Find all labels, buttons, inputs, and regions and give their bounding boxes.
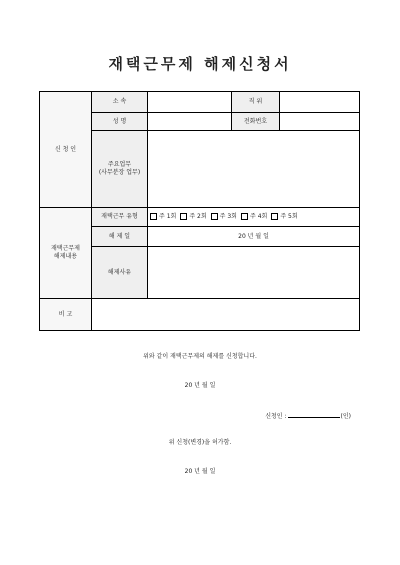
application-date: 20 년 월 일: [184, 382, 216, 389]
cancel-date-field[interactable]: 20 년 월 일: [148, 227, 360, 247]
checkbox-icon[interactable]: [180, 213, 187, 220]
option-label: 주 1회: [159, 213, 177, 221]
remarks-field[interactable]: [92, 299, 360, 331]
checkbox-icon[interactable]: [271, 213, 278, 220]
cancel-section-label: [40, 208, 92, 299]
option-week-5[interactable]: [271, 213, 297, 221]
name-field[interactable]: [148, 113, 232, 131]
dept-label: 소 속: [92, 92, 148, 113]
checkbox-icon[interactable]: [241, 213, 248, 220]
option-week-4[interactable]: [241, 213, 267, 221]
name-label: 성 명: [92, 113, 148, 131]
applicant-signature: [265, 411, 351, 420]
application-form-table: [39, 91, 360, 331]
cancel-date-label: 해 제 일: [92, 227, 148, 247]
work-type-label: 재택근무 유형: [92, 208, 148, 227]
applicant-signature-prefix: 신청인 :: [265, 413, 287, 420]
cancel-reason-field[interactable]: [148, 247, 360, 299]
option-label: 주 4회: [249, 213, 268, 221]
form-title: 재택근무제 해제신청서: [108, 55, 292, 73]
statement-text: 위와 같이 재택근무제의 해제를 신청합니다.: [143, 353, 257, 360]
signature-blank[interactable]: [288, 417, 340, 418]
work-type-options: [148, 208, 360, 227]
checkbox-icon[interactable]: [150, 213, 157, 220]
cancel-reason-label: 해제사유: [92, 247, 148, 299]
option-label: 주 2회: [189, 213, 207, 221]
approval-text: 위 신청(변경)을 허가함.: [168, 439, 232, 446]
option-label: 주 3회: [219, 213, 237, 221]
dept-field[interactable]: [148, 92, 232, 113]
applicant-section-label: 신 청 인: [40, 92, 92, 208]
phone-field[interactable]: [280, 113, 360, 131]
option-label: 주 5회: [280, 213, 298, 221]
main-duty-label-line2: (사무분장 업무): [98, 169, 141, 176]
main-duty-label: [92, 131, 148, 208]
approval-date: 20 년 월 일: [184, 468, 216, 475]
option-week-3[interactable]: [211, 213, 237, 221]
cancel-section-label-line2: 해제내용: [53, 253, 78, 260]
checkbox-icon[interactable]: [211, 213, 218, 220]
remarks-label: 비 고: [40, 299, 92, 331]
position-field[interactable]: [280, 92, 360, 113]
cancel-section-label-line1: 재택근무제: [51, 245, 80, 253]
option-week-1[interactable]: [150, 213, 176, 221]
applicant-signature-suffix: (인): [340, 413, 351, 420]
main-duty-field[interactable]: [148, 131, 360, 208]
position-label: 직 위: [232, 92, 280, 113]
main-duty-label-line1: 주요업무: [107, 161, 132, 169]
option-week-2[interactable]: [180, 213, 206, 221]
phone-label: 전화번호: [232, 113, 280, 131]
